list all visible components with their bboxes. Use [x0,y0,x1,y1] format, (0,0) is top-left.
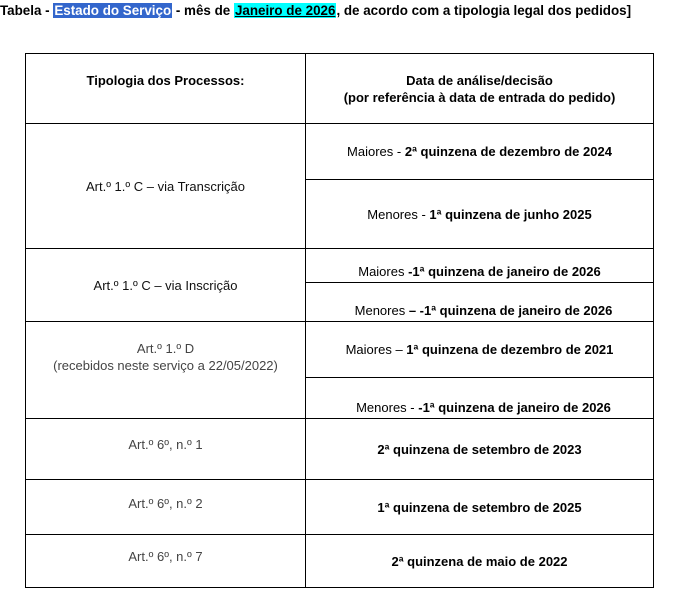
date-group-label: Maiores – [345,342,407,357]
process-type-cell [26,124,306,249]
process-type-cell [26,249,306,322]
table-row [26,419,654,480]
process-type-cell [26,322,306,419]
date-cell [306,419,654,480]
date-group-label: Menores [354,303,409,318]
process-type-cell [26,480,306,535]
date-cell [306,124,654,180]
process-type-label: Art.º 6º, n.º 7 [128,549,203,564]
table-header-row [26,54,654,124]
date-value: 2ª quinzena de dezembro de 2024 [404,144,612,159]
header-analysis-date-line1: Data de análise/decisão [406,72,553,88]
process-type-note: (recebidos neste serviço a 22/05/2022) [53,358,278,373]
date-cell [306,378,654,419]
heading-middle: - mês de [172,3,234,18]
heading-prefix: Tabela - [0,3,54,18]
date-cell [306,180,654,249]
date-value: 1ª quinzena de dezembro de 2021 [406,342,614,357]
header-process-type [26,54,306,124]
date-cell [306,322,654,378]
header-analysis-date [306,54,654,124]
service-status-table [25,53,654,588]
date-value: -1ª quinzena de janeiro de 2026 [408,264,601,279]
table-row [26,249,654,283]
heading-month-highlight: Janeiro de 2026 [234,3,336,18]
table-heading [0,2,685,19]
process-type-label: Art.º 6º, n.º 1 [128,437,203,452]
process-type-cell [26,419,306,480]
date-group-label: Menores - [356,400,419,415]
date-group-label: Maiores [358,264,409,279]
process-type-label: Art.º 1.º D [136,341,195,356]
date-value: 1ª quinzena de junho 2025 [429,206,592,222]
date-value: -1ª quinzena de janeiro de 2026 [418,400,611,415]
process-type-cell [26,535,306,588]
process-type-label: Art.º 1.º C – via Transcrição [85,178,246,194]
process-type-label: Art.º 6º, n.º 2 [128,496,203,511]
date-value: 1ª quinzena de setembro de 2025 [377,499,582,515]
table-row [26,322,654,378]
date-value: 2ª quinzena de maio de 2022 [391,553,568,569]
date-cell [306,249,654,283]
header-process-type-label: Tipologia dos Processos: [86,73,245,88]
date-cell [306,535,654,588]
heading-service-highlight: Estado do Serviço [54,3,172,18]
date-cell [306,480,654,535]
date-value: 2ª quinzena de setembro de 2023 [377,441,582,457]
table-row [26,124,654,180]
date-group-label: Maiores - [347,144,405,159]
header-analysis-date-line2: (por referência à data de entrada do pedido) [343,89,616,105]
date-cell [306,283,654,322]
process-type-label: Art.º 1.º C – via Inscrição [93,277,238,293]
date-value: – -1ª quinzena de janeiro de 2026 [408,303,613,318]
table-row [26,480,654,535]
heading-suffix: , de acordo com a tipologia legal dos pedidos] [336,3,632,18]
date-group-label: Menores - [367,206,430,222]
table-row [26,535,654,588]
